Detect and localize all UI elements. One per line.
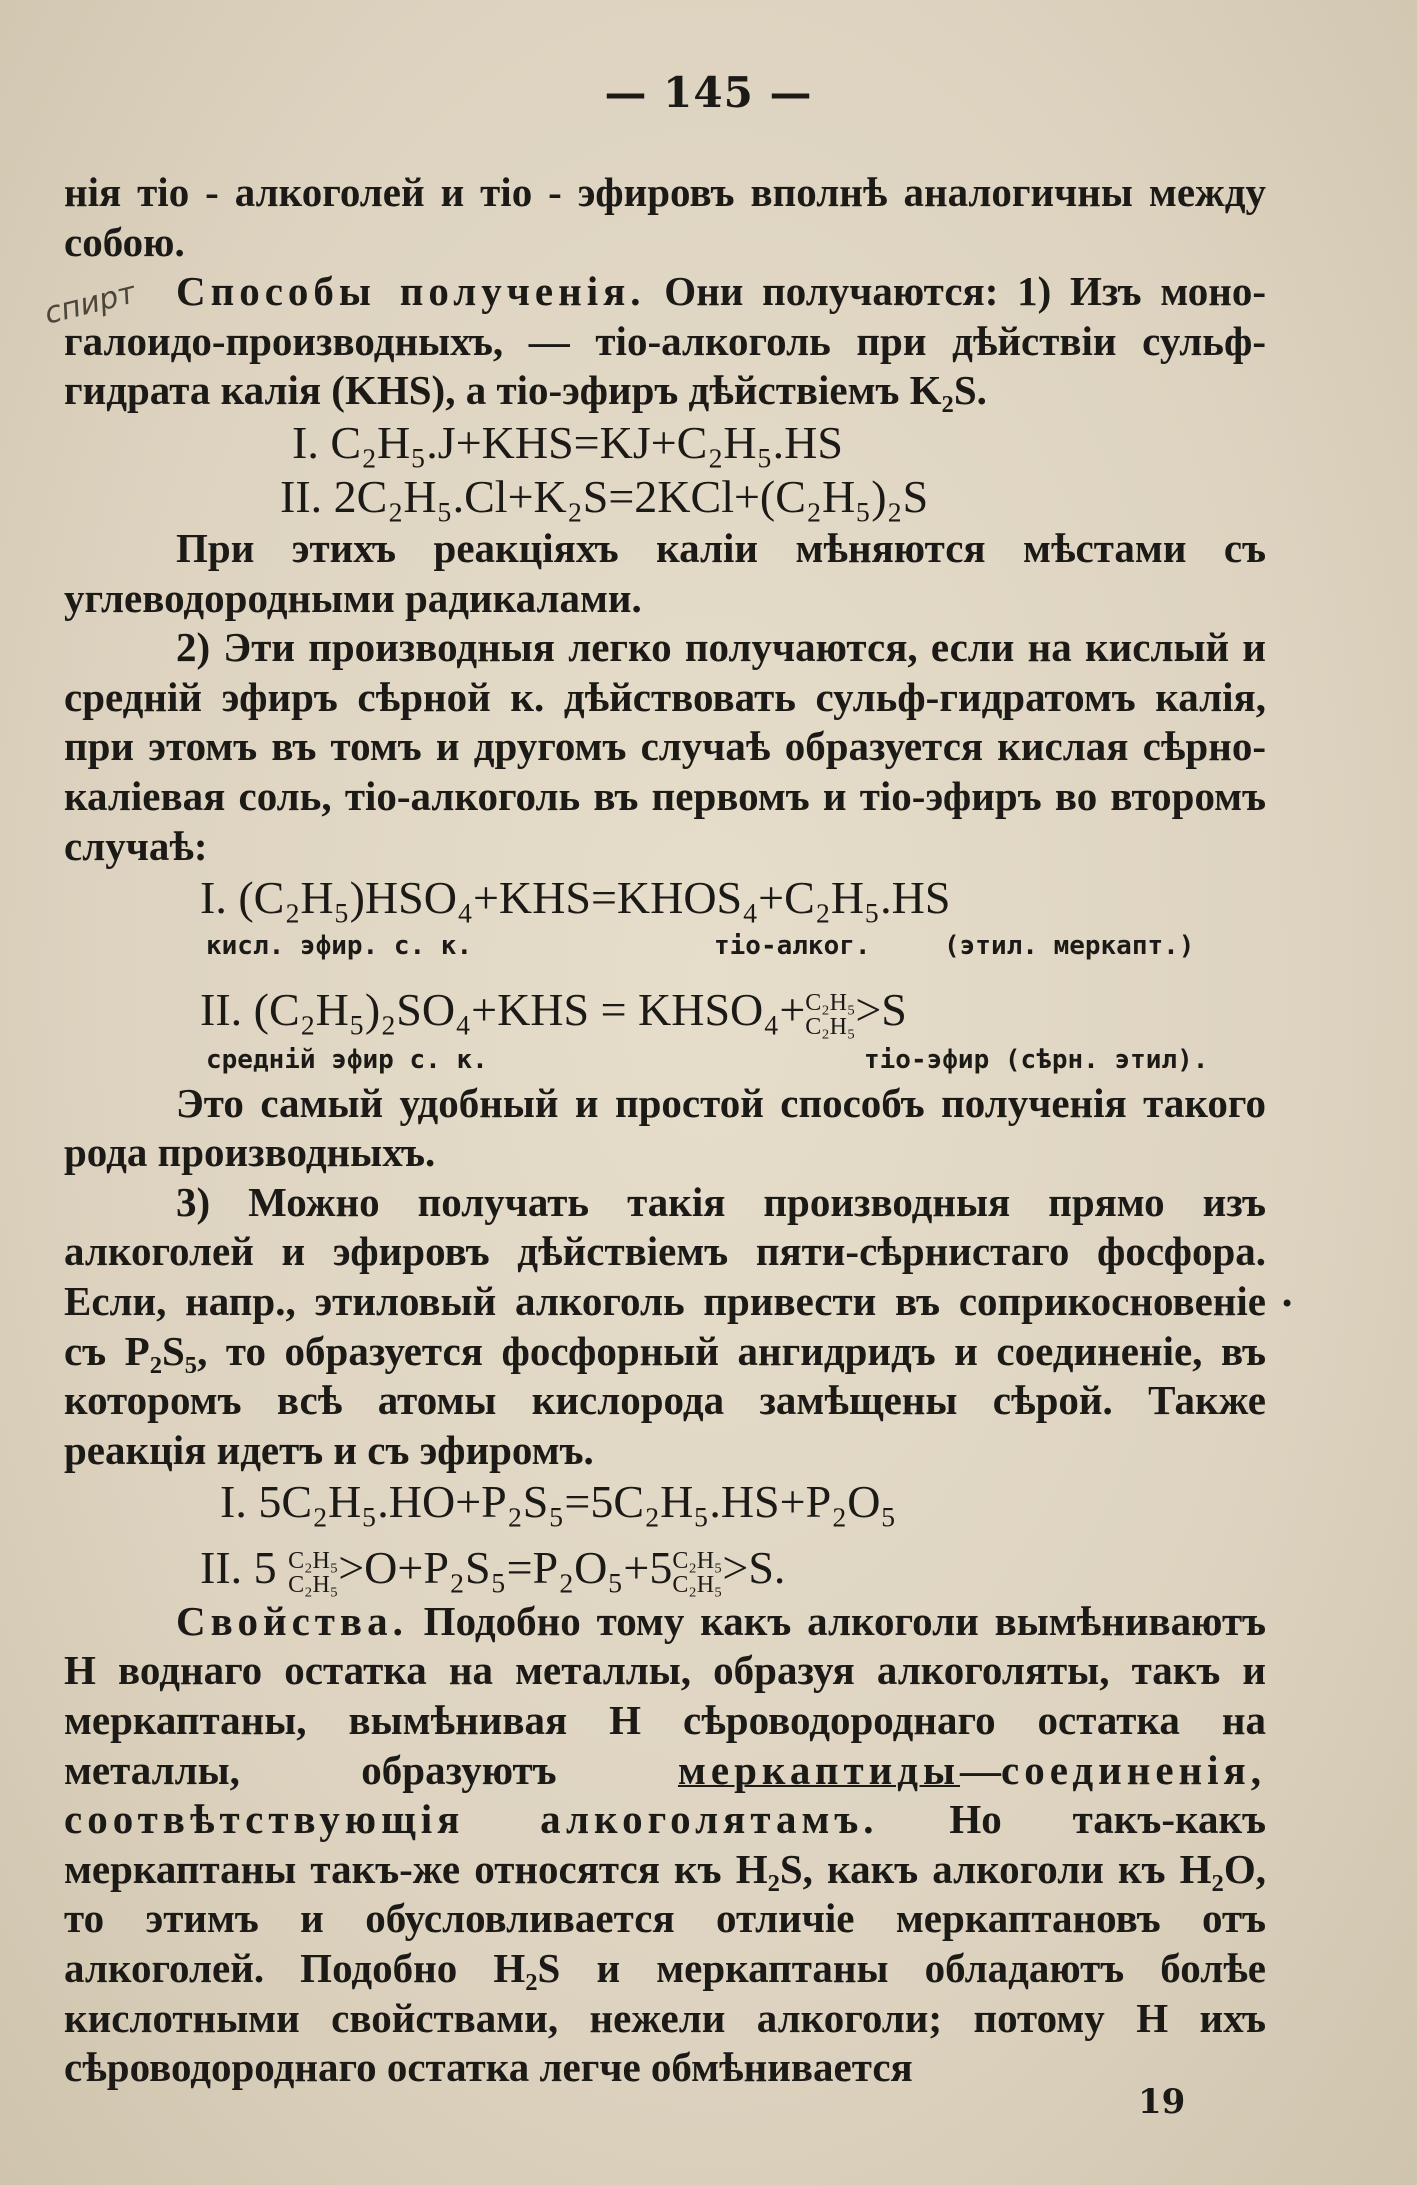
page-body [64, 168, 1266, 2093]
properties-dash: — [960, 1746, 1001, 1793]
properties-text-3: Но такъ-какъ меркаптаны такъ-же относятся къ H₂S, какъ алкоголи къ H₂O, то этимъ и обусловливается отличіе меркаптановъ отъ алкоголей. Подобно H₂S и меркаптаны обладаютъ болѣе кислотными свойствами, нежели алкоголи; потому H ихъ сѣроводороднаго остатка легче обмѣнивается [64, 1796, 1266, 2091]
formula-4-main: II. (C₂H₅)₂SO₄+KHS = KHSO₄+ [200, 984, 806, 1036]
reaction-formula-3: I. (C₂H₅)HSO₄+KHS=KHOS₄+C₂H₅.HS [200, 872, 951, 924]
page-number: — 145 — [604, 68, 813, 117]
reaction-formula-4 [64, 983, 1266, 1038]
term-mercaptides: меркаптиды [677, 1746, 960, 1793]
term-compounds: соединенія, соотвѣтствующія алкоголятамъ. [64, 1746, 1266, 1843]
formula-6-bottom-1: C₂H₅ [288, 1571, 339, 1598]
caption-ethyl-mercaptan: (этил. меркапт.) [944, 931, 1195, 962]
caption-thio-ether: тіо-эфир (сѣрн. этил). [864, 1044, 1209, 1075]
section-heading-properties: Свойства. [176, 1597, 408, 1644]
properties-text-1: Подобно тому какъ алкоголи вымѣниваютъ H воднаго остатка на металлы, образуя алкоголяты, такъ и меркаптаны, вымѣнивая H сѣроводороднаго остатка на металлы, образуютъ [64, 1597, 1266, 1793]
formula-4-top: C₂H₅ [805, 989, 856, 1016]
paragraph-continuation: нія тіо - алкоголей и тіо - эфировъ вполнѣ аналогичны между собою. [64, 169, 1266, 265]
formula-6-top-2: C₂H₅ [672, 1547, 723, 1574]
paragraph-method-3: 3) Можно получать такія производныя прямо изъ алкоголей и эфировъ дѣйствіемъ пяти-сѣрнистаго фосфора. Если, напр., этиловый алкоголь привести въ соприкосновеніе съ P₂S₅, то образуется фосфорный ангидридъ и соединеніе, въ которомъ всѣ атомы кислорода замѣщены сѣрой. Также реакція идетъ и съ эфиромъ. [64, 1178, 1266, 1473]
paragraph-convenient-method: Это самый удобный и простой способъ полученія такого рода производныхъ. [64, 1079, 1266, 1176]
paragraph-reactions: При этихъ реакціяхъ каліи мѣняются мѣстами съ углеводородными радикалами. [64, 524, 1266, 621]
reaction-formula-2: II. 2C₂H₅.Cl+K₂S=2KCl+(C₂H₅)₂S [280, 470, 929, 522]
formula-6-mid: >O+P₂S₅=P₂O₅+5 [338, 1542, 673, 1594]
handwritten-margin-note: спирт [41, 275, 139, 332]
formula-4-tail: >S [855, 984, 907, 1036]
paragraph-methods-text: Они получаются: 1) Изъ моно-галоидо-производныхъ, — тіо-алкоголь при дѣйствіи сульф-гидрата калія (KHS), а тіо-эфиръ дѣйствіемъ K₂S. [64, 268, 1266, 414]
reaction-formula-5: I. 5C₂H₅.HO+P₂S₅=5C₂H₅.HS+P₂O₅ [220, 1476, 897, 1528]
paragraph-methods [64, 267, 1266, 416]
formula-4-stack [805, 991, 855, 1039]
signature-number: 19 [1138, 2082, 1186, 2122]
formula-4-bottom: C₂H₅ [805, 1013, 856, 1040]
formula-4-captions [64, 1039, 1266, 1079]
formula-3-captions [64, 925, 1266, 965]
formula-6-tail: >S. [722, 1542, 786, 1594]
section-heading-methods: Способы полученія. [176, 268, 646, 315]
formula-6-top-1: C₂H₅ [288, 1547, 339, 1574]
formula-6-bottom-2: C₂H₅ [672, 1571, 723, 1598]
paragraph-properties [64, 1597, 1266, 2093]
formula-6-stack-1 [288, 1549, 338, 1597]
paragraph-method-2: 2) Эти производныя легко получаются, если на кислый и средній эфиръ сѣрной к. дѣйствовать сульф-гидратомъ калія, при этомъ въ томъ и другомъ случаѣ образуется кислая сѣрно-каліевая соль, тіо-алкоголь въ первомъ и тіо-эфиръ во второмъ случаѣ: [64, 624, 1266, 869]
caption-thio-alcohol: тіо-алког. [714, 931, 871, 962]
caption-neutral-ester: средній эфир с. к. [206, 1044, 488, 1075]
reaction-formula-1: I. C₂H₅.J+KHS=KJ+C₂H₅.HS [292, 416, 843, 468]
formula-6-prefix: II. 5 [200, 1542, 277, 1594]
formula-6-stack-2 [672, 1549, 722, 1597]
caption-acid-ester: кисл. эфир. с. к. [206, 931, 473, 962]
margin-mark: • [1280, 1290, 1295, 1318]
reaction-formula-6 [64, 1541, 1266, 1596]
